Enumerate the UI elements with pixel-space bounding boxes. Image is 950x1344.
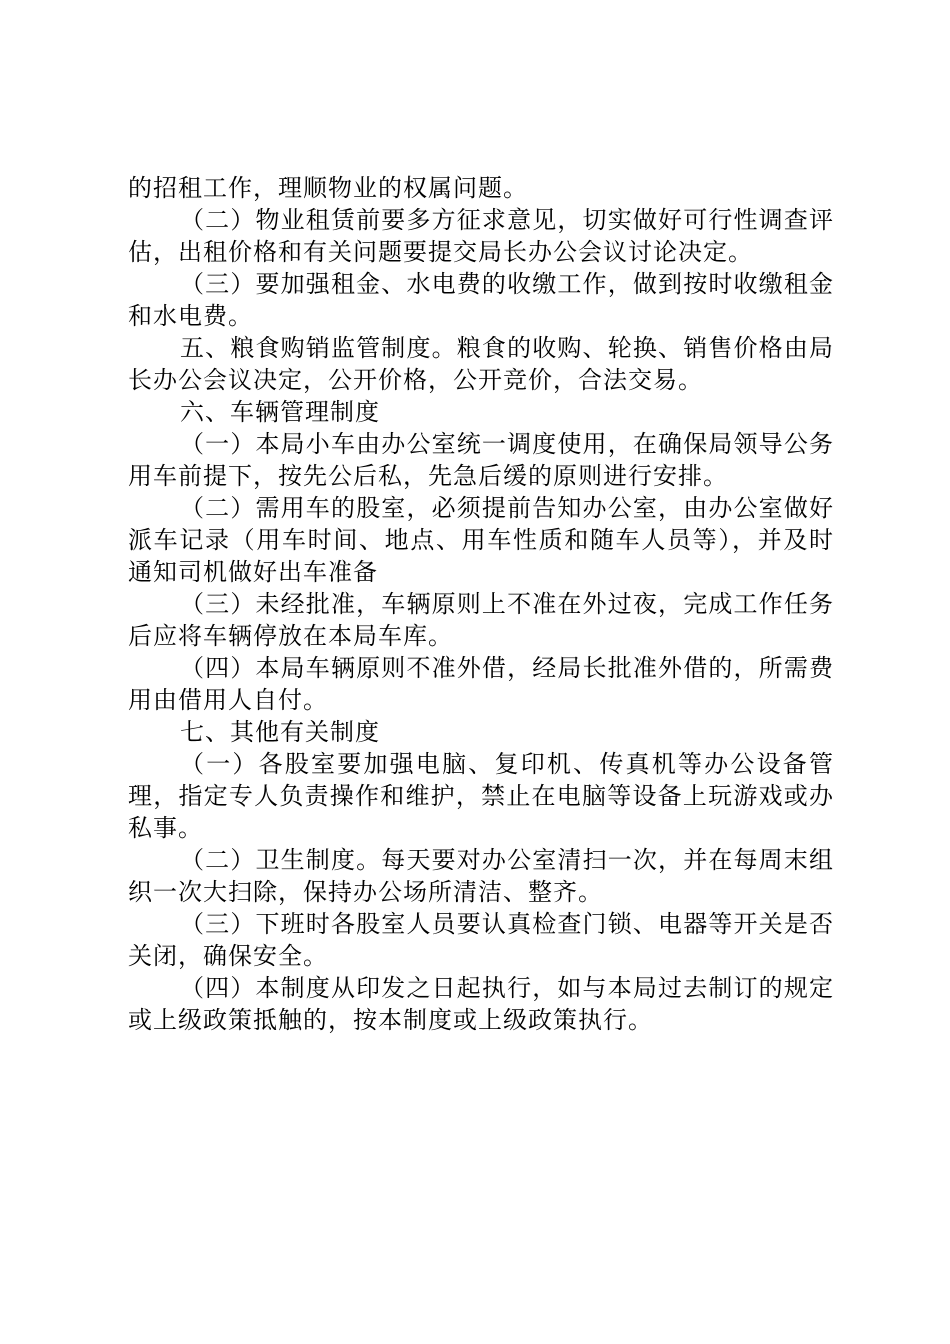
paragraph-vehicle-item-2: （二）需用车的股室，必须提前告知办公室，由办公室做好派车记录（用车时间、地点、用车性质和随车人员等），并及时通知司机做好出车准备 <box>128 494 834 586</box>
paragraph-other-item-2: （二）卫生制度。每天要对办公室清扫一次，并在每周末组织一次大扫除，保持办公场所清洁、整齐。 <box>128 846 834 906</box>
paragraph-item-2-property-lease: （二）物业租赁前要多方征求意见，切实做好可行性调查评估，出租价格和有关问题要提交局长办公会议讨论决定。 <box>128 206 834 266</box>
paragraph-other-item-4: （四）本制度从印发之日起执行，如与本局过去制订的规定或上级政策抵触的，按本制度或上级政策执行。 <box>128 974 834 1034</box>
paragraph-other-item-3: （三）下班时各股室人员要认真检查门锁、电器等开关是否关闭，确保安全。 <box>128 910 834 970</box>
document-body <box>128 172 834 1036</box>
paragraph-item-3-rent-collection: （三）要加强租金、水电费的收缴工作，做到按时收缴租金和水电费。 <box>128 270 834 330</box>
section-heading-grain-supervision: 五、粮食购销监管制度。粮食的收购、轮换、销售价格由局长办公会议决定，公开价格，公开竞价，合法交易。 <box>128 334 834 394</box>
section-heading-vehicle-management: 六、车辆管理制度 <box>180 398 380 426</box>
paragraph-vehicle-item-4: （四）本局车辆原则不准外借，经局长批准外借的，所需费用由借用人自付。 <box>128 654 834 714</box>
paragraph-continuation: 的招租工作，理顺物业的权属问题。 <box>128 174 528 202</box>
paragraph-vehicle-item-3: （三）未经批准，车辆原则上不准在外过夜，完成工作任务后应将车辆停放在本局车库。 <box>128 590 834 650</box>
paragraph-other-item-1: （一）各股室要加强电脑、复印机、传真机等办公设备管理，指定专人负责操作和维护，禁止在电脑等设备上玩游戏或办私事。 <box>128 750 834 842</box>
paragraph-vehicle-item-1: （一）本局小车由办公室统一调度使用，在确保局领导公务用车前提下，按先公后私，先急后缓的原则进行安排。 <box>128 430 834 490</box>
section-heading-other-rules: 七、其他有关制度 <box>180 718 380 746</box>
